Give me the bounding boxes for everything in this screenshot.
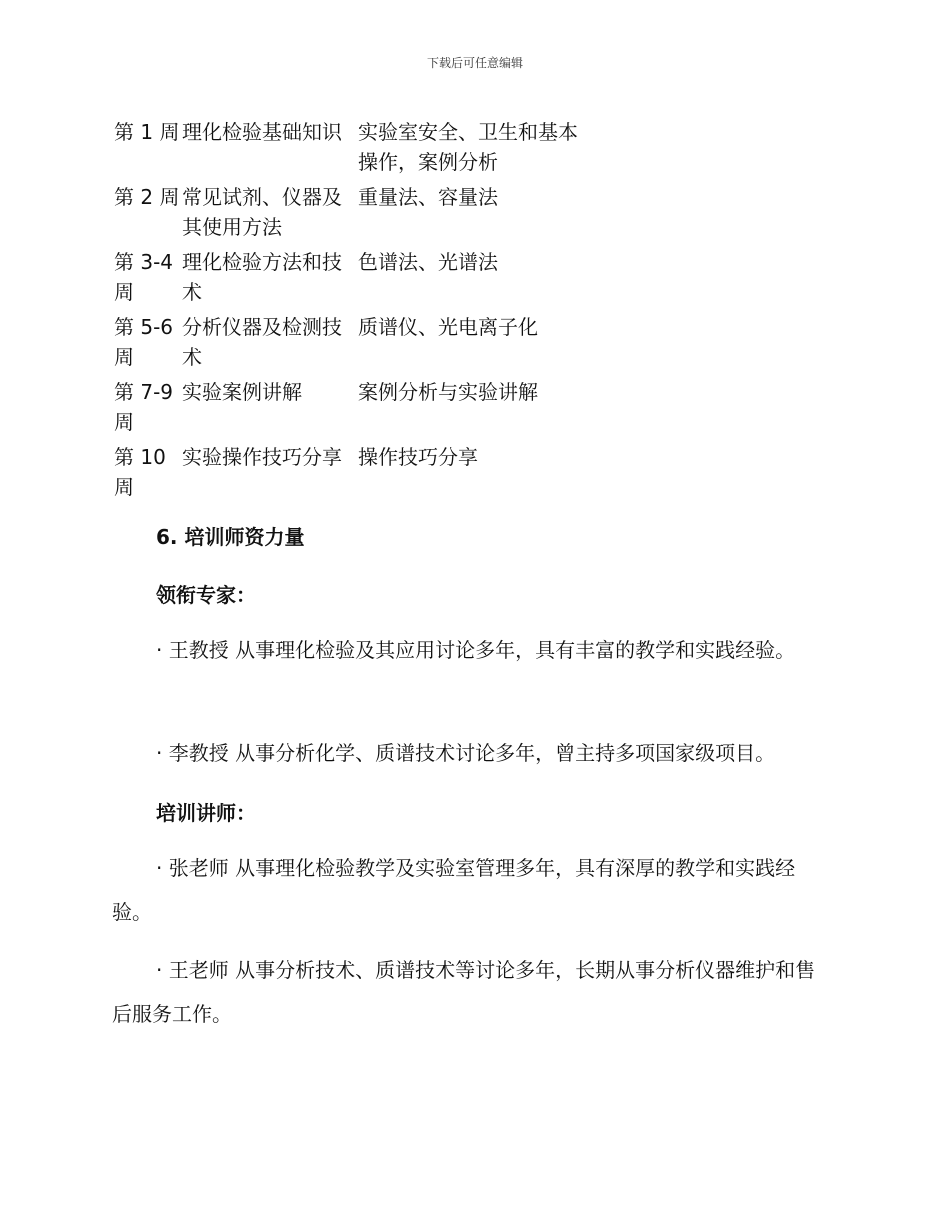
content-cell: 操作技巧分享 [358,445,478,469]
expert-item: · 李教授 从事分析化学、质谱技术讨论多年，曾主持多项国家级项目。 [156,741,776,765]
topic-cell: 理化检验方法和技术 [182,250,342,304]
topic-cell: 理化检验基础知识 [182,120,342,144]
topic-cell: 实验操作技巧分享 [182,445,342,469]
topic-cell: 常见试剂、仪器及其使用方法 [182,185,342,239]
week-cell: 第 5-6 周 [114,315,174,369]
trainers-heading: 培训讲师： [156,801,256,825]
content-cell: 质谱仪、光电离子化 [358,315,538,339]
schedule-table [114,117,588,507]
table-row [114,117,588,182]
table-row [114,182,588,247]
header-note: 下载后可任意编辑 [426,56,523,70]
content-cell: 案例分析与实验讲解 [358,380,538,404]
table-row [114,442,588,507]
week-cell: 第 10 周 [114,445,166,499]
table-row [114,247,588,312]
experts-heading: 领衔专家： [156,583,256,607]
trainer-item: · 张老师 从事理化检验教学及实验室管理多年，具有深厚的教学和实践经验。 [112,856,796,924]
week-cell: 第 2 周 [114,185,180,209]
content-cell: 实验室安全、卫生和基本操作，案例分析 [358,120,578,174]
content-cell: 重量法、容量法 [358,185,498,209]
expert-item: · 王教授 从事理化检验及其应用讨论多年，具有丰富的教学和实践经验。 [156,638,796,662]
topic-cell: 分析仪器及检测技术 [182,315,342,369]
trainer-item: · 王老师 从事分析技术、质谱技术等讨论多年，长期从事分析仪器维护和售后服务工作。 [112,958,816,1026]
week-cell: 第 3-4 周 [114,250,174,304]
table-row [114,312,588,377]
week-cell: 第 1 周 [114,120,180,144]
section-title: 6. 培训师资力量 [156,525,305,549]
topic-cell: 实验案例讲解 [182,380,302,404]
table-row [114,377,588,442]
content-cell: 色谱法、光谱法 [358,250,498,274]
week-cell: 第 7-9 周 [114,380,174,434]
